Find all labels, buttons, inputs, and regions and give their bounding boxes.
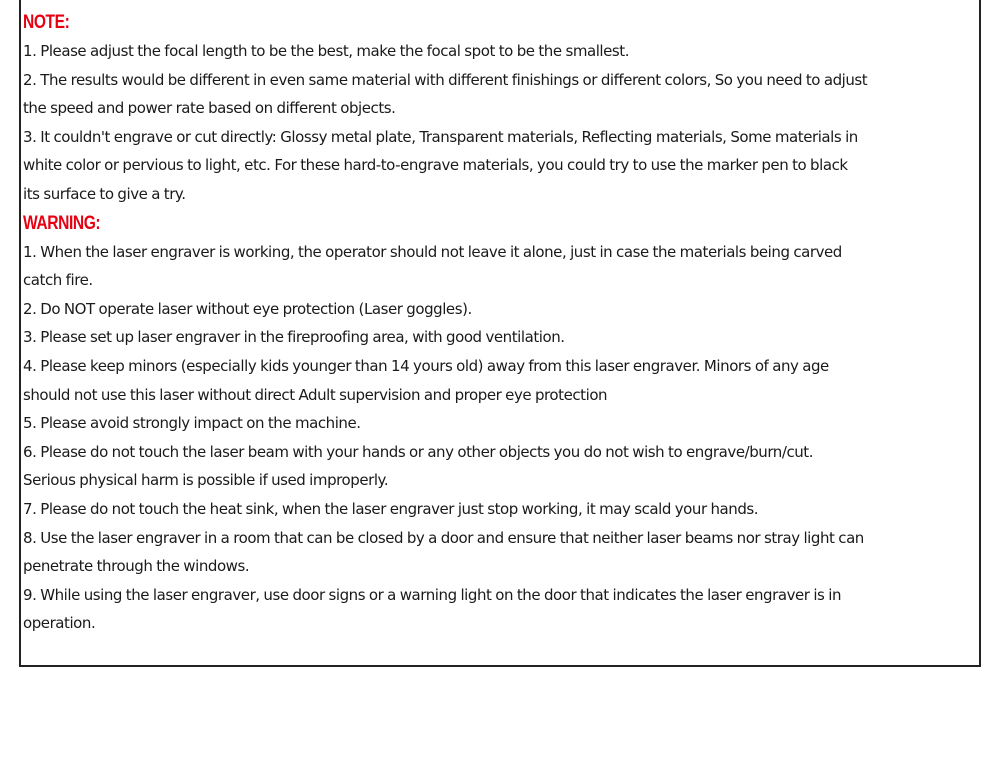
warning-line: catch fire. — [23, 271, 93, 290]
warning-line: should not use this laser without direct Adult supervision and proper eye protection — [23, 385, 608, 404]
note-line: white color or pervious to light, etc. For these hard-to-engrave materials, you could try to use the marker pen to black — [23, 156, 848, 175]
note-line: 1. Please adjust the focal length to be the best, make the focal spot to be the smallest. — [23, 42, 630, 60]
note-heading: NOTE: — [23, 12, 70, 33]
warning-line: 1. When the laser engraver is working, the operator should not leave it alone, just in case the materials being carved — [23, 242, 842, 261]
note-line: 2. The results would be different in even same material with different finishings or different colors, So you need to adjust — [23, 70, 868, 89]
warning-line: 6. Please do not touch the laser beam with your hands or any other objects you do not wish to engrave/burn/cut. — [23, 442, 814, 461]
note-line: the speed and power rate based on different objects. — [23, 99, 396, 118]
note-line: its surface to give a try. — [23, 184, 186, 203]
note-line: 3. It couldn't engrave or cut directly: Glossy metal plate, Transparent materials, Reflecting materials, Some materials in — [23, 127, 858, 146]
warning-line: penetrate through the windows. — [23, 557, 250, 576]
warning-line: Serious physical harm is possible if used improperly. — [23, 471, 389, 490]
warning-line: 2. Do NOT operate laser without eye protection (Laser goggles). — [23, 299, 472, 318]
warning-heading: WARNING: — [23, 212, 101, 234]
warning-line: operation. — [23, 614, 96, 633]
warning-line: 4. Please keep minors (especially kids younger than 14 yours old) away from this laser engraver. Minors of any age — [23, 356, 829, 375]
warning-line: 3. Please set up laser engraver in the fireproofing area, with good ventilation. — [23, 328, 565, 347]
warning-line: 7. Please do not touch the heat sink, when the laser engraver just stop working, it may scald your hands. — [23, 499, 759, 518]
warning-line: 8. Use the laser engraver in a room that can be closed by a door and ensure that neither laser beams nor stray light can — [23, 528, 864, 547]
notice-panel — [19, 0, 981, 667]
warning-line: 9. While using the laser engraver, use door signs or a warning light on the door that indicates the laser engraver is in — [23, 585, 842, 604]
warning-line: 5. Please avoid strongly impact on the machine. — [23, 414, 361, 433]
